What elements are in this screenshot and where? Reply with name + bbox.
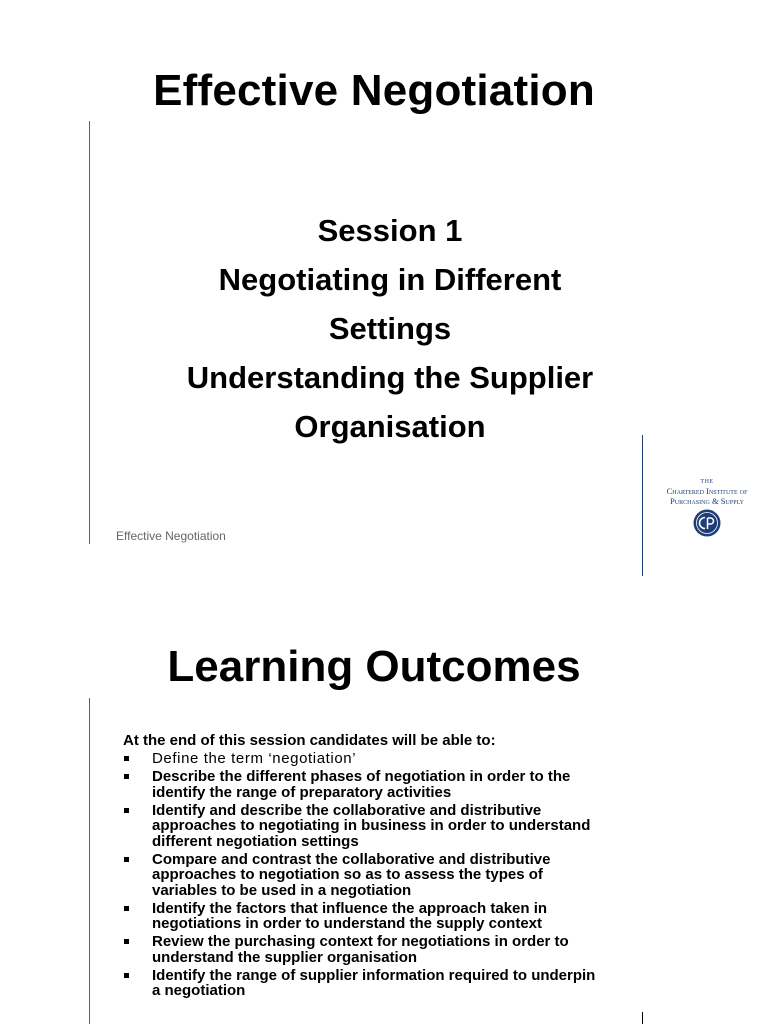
square-bullet-icon	[124, 939, 129, 944]
outcome-text-line: Describe the different phases of negotiation in order to the	[152, 768, 571, 785]
learning-outcome-item	[123, 934, 683, 965]
outcome-text-line: approaches to negotiating in business in order to understand	[152, 817, 591, 834]
subtitle-line: Settings	[328, 311, 452, 346]
outcome-text-line: Identify and describe the collaborative and distributive	[152, 801, 542, 819]
outcome-text-line: variables to be used in a negotiation	[152, 881, 412, 899]
learning-outcome-item	[123, 968, 683, 999]
outcome-text-line: Compare and contrast the collaborative and distributive	[152, 850, 551, 868]
subtitle-line: Session 1	[317, 213, 463, 248]
outcome-text-line: negotiations in order to understand the supply context	[152, 915, 543, 932]
subtitle-line: Understanding the Supplier	[186, 360, 594, 395]
outcome-text-line: Identify the factors that influence the approach taken in	[152, 899, 548, 917]
slide-2-title: Learning Outcomes	[167, 642, 581, 691]
outcome-text-line: identify the range of preparatory activities	[152, 783, 452, 801]
learning-outcome-item	[123, 751, 683, 767]
logo-line-2: Purchasing & Supply	[670, 496, 744, 506]
session-subtitle	[90, 206, 690, 451]
learning-outcome-item	[123, 769, 683, 800]
outcomes-intro: At the end of this session candidates will be able to:	[123, 732, 496, 749]
square-bullet-icon	[124, 808, 129, 813]
slide-2	[0, 580, 768, 1024]
slide-footer: Effective Negotiation	[116, 529, 226, 543]
square-bullet-icon	[124, 973, 129, 978]
slide-1-title: Effective Negotiation	[153, 66, 595, 115]
subtitle-line: Organisation	[294, 409, 486, 444]
left-accent-line	[89, 698, 90, 1024]
learning-outcome-item	[123, 803, 683, 850]
square-bullet-icon	[124, 857, 129, 862]
right-divider-line	[642, 1012, 643, 1024]
square-bullet-icon	[124, 756, 129, 761]
square-bullet-icon	[124, 906, 129, 911]
outcome-text-line: different negotiation settings	[152, 832, 359, 850]
logo-line-1: Chartered Institute of	[666, 486, 748, 496]
cips-logo	[652, 478, 762, 538]
cips-emblem-icon	[692, 508, 722, 538]
outcome-text-line: Identify the range of supplier information required to underpin	[152, 966, 596, 984]
learning-outcome-item	[123, 901, 683, 932]
outcome-text-line: Review the purchasing context for negotiations in order to	[152, 933, 569, 950]
outcome-text-line: Define the term ‘negotiation’	[152, 750, 357, 767]
outcome-text-line: a negotiation	[152, 982, 246, 999]
subtitle-line: Negotiating in Different	[218, 262, 562, 297]
outcome-text-line: approaches to negotiation so as to assess the types of	[152, 866, 543, 883]
learning-outcomes-list	[123, 751, 683, 1001]
right-divider-line	[642, 435, 643, 576]
outcome-text-line: understand the supplier organisation	[152, 948, 418, 966]
logo-the: THE	[700, 479, 714, 485]
square-bullet-icon	[124, 774, 129, 779]
learning-outcome-item	[123, 852, 683, 899]
